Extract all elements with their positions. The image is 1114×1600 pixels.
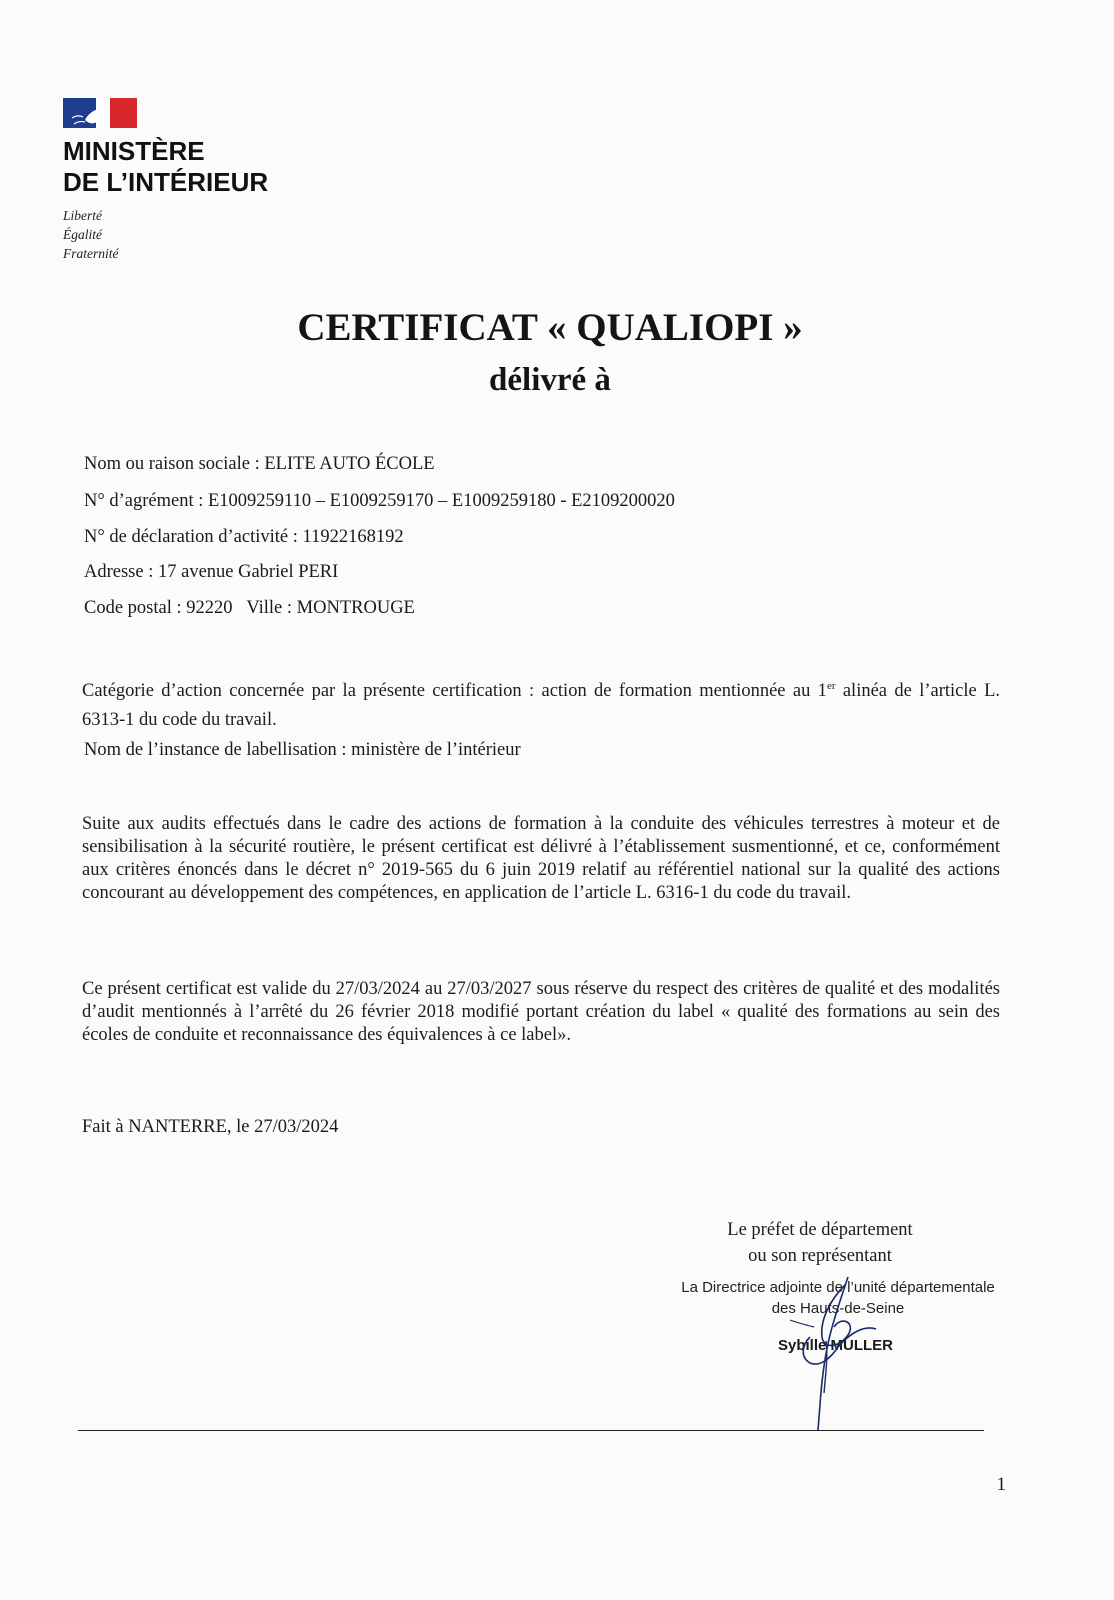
marianne-flag-icon: [63, 98, 137, 128]
footer-divider: [78, 1430, 984, 1431]
category-text: Catégorie d’action concernée par la présente certification : action de formation mentionnée au 1: [82, 681, 827, 702]
signatory-title: [690, 1217, 950, 1269]
action-category: [82, 672, 1000, 735]
category-text-end: alinéa de l’article L. 6313-1 du code du travail.: [82, 681, 1000, 731]
organisation-address: Adresse : 17 avenue Gabriel PERI: [84, 562, 339, 582]
ministry-name: [63, 136, 323, 198]
certificate-subtitle: délivré à: [489, 362, 611, 398]
labelling-instance: Nom de l’instance de labellisation : ministère de l’intérieur: [84, 740, 521, 760]
audit-paragraph: Suite aux audits effectués dans le cadre des actions de formation à la conduite des véhicules terrestres à moteur et de sensibilisation à la sécurité routière, le présent certificat est délivré à l’établissement susmentionné, et ce, conformément aux critères énoncés dans le décret n° 2019-565 du 6 juin 2019 relatif au référentiel national sur la qualité des actions concourant au développement des compétences, en application de l’article L. 6316-1 du code du travail.: [82, 814, 1000, 903]
ministry-name-line2: DE L’INTÉRIEUR: [63, 167, 269, 197]
ministry-name-line1: MINISTÈRE: [63, 136, 205, 166]
certificate-title: CERTIFICAT « QUALIOPI »: [297, 306, 803, 349]
category-superscript: er: [826, 680, 836, 692]
handwritten-signature: [730, 1275, 960, 1435]
stamp-line2: des Hauts-de-Seine: [771, 1300, 905, 1317]
agrement-numbers: N° d’agrément : E1009259110 – E1009259170 – E1009259180 - E2109200020: [84, 491, 675, 511]
postal-code: Code postal : 92220: [84, 598, 233, 618]
republic-motto: [63, 206, 183, 263]
motto-liberte: Liberté: [63, 208, 102, 223]
declaration-number: N° de déclaration d’activité : 11922168192: [84, 527, 404, 547]
signatory-line1: Le préfet de département: [727, 1220, 913, 1240]
signatory-line2: ou son représentant: [748, 1246, 892, 1266]
motto-fraternite: Fraternité: [63, 246, 119, 261]
organisation-name: Nom ou raison sociale : ELITE AUTO ÉCOLE: [84, 454, 435, 474]
place-date: Fait à NANTERRE, le 27/03/2024: [82, 1117, 339, 1137]
stamp-line1: La Directrice adjointe de l’unité départementale: [681, 1279, 995, 1296]
postal-city: [84, 597, 415, 619]
validity-paragraph: Ce présent certificat est valide du 27/03/2024 au 27/03/2027 sous réserve du respect des critères de qualité et des modalités d’audit mentionnés à l’arrêté du 26 février 2018 modifié portant création du label « qualité des formations au sein des écoles de conduite et reconnaissance des équivalences à ce label».: [82, 979, 1000, 1045]
motto-egalite: Égalité: [63, 227, 102, 242]
stamp-signatory-name: Sybille MULLER: [778, 1337, 894, 1354]
page-number: 1: [996, 1474, 1006, 1495]
city: Ville : MONTROUGE: [246, 598, 415, 618]
